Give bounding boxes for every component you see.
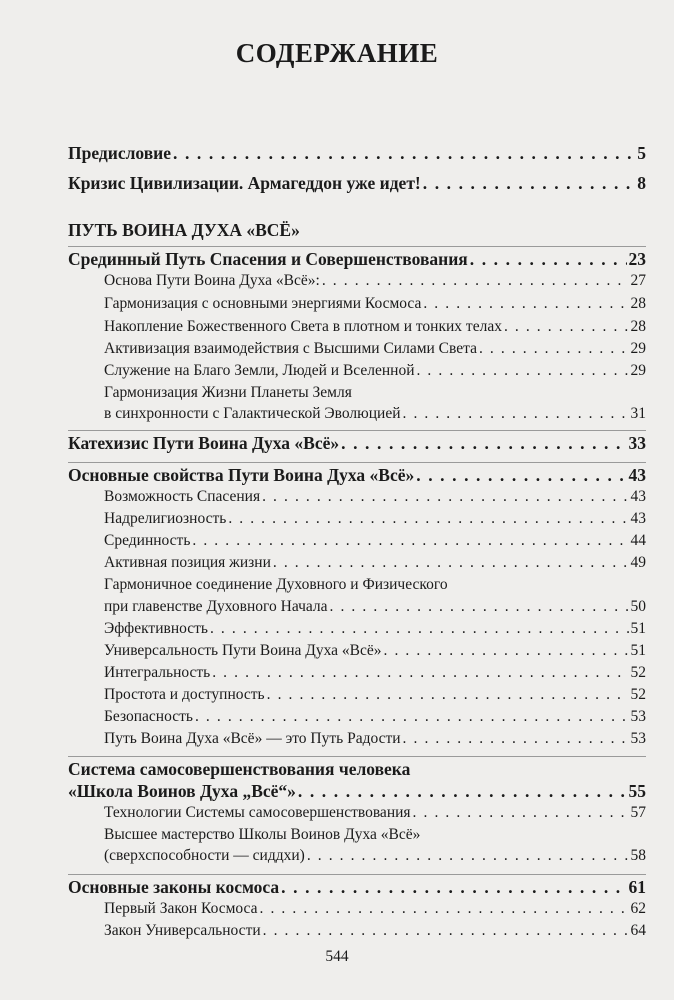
toc-leader-dots <box>267 686 629 704</box>
toc-entry-title: Безопасность <box>104 708 193 725</box>
toc-entry-title: Возможность Спасения <box>104 488 261 505</box>
toc-page-number: 51 <box>630 620 646 637</box>
toc-subentry[interactable] <box>104 318 646 336</box>
toc-leader-dots <box>273 554 629 572</box>
toc-leader-dots <box>403 730 629 748</box>
toc-leader-dots <box>416 465 626 486</box>
toc-leader-dots <box>307 847 629 865</box>
toc-subentry[interactable] <box>104 686 646 704</box>
toc-entry-title: «Школа Воинов Духа „Всё“» <box>68 781 296 801</box>
toc-leader-dots <box>173 143 635 164</box>
toc-leader-dots <box>260 900 629 918</box>
divider <box>68 246 646 247</box>
toc-entry-title: Гармонизация с основными энергиями Космоса <box>104 295 422 312</box>
toc-leader-dots <box>470 249 627 270</box>
toc-leader-dots <box>423 295 628 313</box>
toc-page-number: 64 <box>630 922 646 939</box>
toc-entry-line: Система самосовершенствования человека <box>68 759 411 779</box>
toc-subentry[interactable] <box>104 642 646 660</box>
toc-leader-dots <box>403 405 629 423</box>
toc-leader-dots <box>262 488 628 506</box>
toc-entry-title: Срединность <box>104 532 191 549</box>
toc-subentry[interactable] <box>104 900 646 918</box>
toc-page-number: 61 <box>628 877 646 897</box>
page-title: СОДЕРЖАНИЕ <box>235 38 439 68</box>
toc-entry-crisis[interactable] <box>68 173 646 194</box>
toc-entry-title: Закон Универсальности <box>104 922 261 939</box>
toc-page-number: 53 <box>630 708 646 725</box>
toc-subentry-line: Гармонизация Жизни Планеты Земля <box>104 384 352 401</box>
toc-page-number: 43 <box>630 510 646 527</box>
toc-page-number: 49 <box>630 554 646 571</box>
toc-page-number: 27 <box>630 272 646 289</box>
toc-subentry[interactable] <box>104 488 646 506</box>
toc-entry-title: Эффективность <box>104 620 208 637</box>
toc-entry-title: Универсальность Пути Воина Духа «Всё» <box>104 642 382 659</box>
toc-page-number: 52 <box>630 686 646 703</box>
divider <box>68 430 646 431</box>
toc-entry-school[interactable] <box>68 781 646 802</box>
toc-entry-catechism[interactable] <box>68 433 646 454</box>
toc-page-number: 51 <box>630 642 646 659</box>
toc-page-number: 52 <box>630 664 646 681</box>
toc-subentry[interactable] <box>104 847 646 865</box>
toc-leader-dots <box>416 362 628 380</box>
toc-page-number: 5 <box>637 143 646 163</box>
toc-leader-dots <box>281 877 626 898</box>
toc-subentry[interactable] <box>104 340 646 358</box>
toc-subentry[interactable] <box>104 295 646 313</box>
toc-page-number: 53 <box>630 730 646 747</box>
toc-entry-title: Первый Закон Космоса <box>104 900 258 917</box>
toc-entry-middle-path[interactable] <box>68 249 646 270</box>
toc-page-number: 50 <box>630 598 646 615</box>
toc-leader-dots <box>322 272 629 290</box>
toc-subentry[interactable] <box>104 510 646 528</box>
toc-page-number: 44 <box>630 532 646 549</box>
toc-entry-title: Простота и доступность <box>104 686 265 703</box>
toc-entry-title: Активная позиция жизни <box>104 554 271 571</box>
toc-subentry[interactable] <box>104 362 646 380</box>
toc-subentry[interactable] <box>104 922 646 940</box>
toc-leader-dots <box>192 532 628 550</box>
toc-entry-title: Основные законы космоса <box>68 877 280 897</box>
toc-page-number: 43 <box>630 488 646 505</box>
divider <box>68 756 646 757</box>
toc-subentry[interactable] <box>104 554 646 572</box>
toc-page-number: 31 <box>630 405 646 422</box>
toc-entry-title: Интегральность <box>104 664 211 681</box>
toc-leader-dots <box>384 642 629 660</box>
toc-page-number: 58 <box>630 847 646 864</box>
toc-leader-dots <box>504 318 629 336</box>
toc-page-number: 33 <box>628 433 646 453</box>
toc-leader-dots <box>330 598 629 616</box>
toc-page-number: 29 <box>630 362 646 379</box>
toc-leader-dots <box>195 708 629 726</box>
toc-leader-dots <box>413 804 629 822</box>
toc-subentry[interactable] <box>104 620 646 638</box>
toc-subentry-line: Высшее мастерство Школы Воинов Духа «Всё» <box>104 826 421 843</box>
toc-entry-properties[interactable] <box>68 465 646 486</box>
toc-entry-preface[interactable] <box>68 143 646 164</box>
toc-leader-dots <box>263 922 629 940</box>
toc-page-number: 28 <box>630 295 646 312</box>
toc-subentry[interactable] <box>104 405 646 423</box>
toc-entry-title: Предисловие <box>68 143 172 163</box>
toc-page-number: 28 <box>630 318 646 335</box>
divider <box>68 874 646 875</box>
toc-entry-title: Надрелигиозность <box>104 510 227 527</box>
toc-entry-title: при главенстве Духовного Начала <box>104 598 328 615</box>
toc-entry-title: Накопление Божественного Света в плотном и тонких телах <box>104 318 502 335</box>
toc-entry-title: Катехизис Пути Воина Духа «Всё» <box>68 433 340 453</box>
toc-subentry[interactable] <box>104 804 646 822</box>
toc-entry-title: Активизация взаимодействия с Высшими Силами Света <box>104 340 477 357</box>
toc-subentry[interactable] <box>104 730 646 748</box>
toc-subentry[interactable] <box>104 708 646 726</box>
toc-entry-laws[interactable] <box>68 877 646 898</box>
toc-entry-title: Срединный Путь Спасения и Совершенствования <box>68 249 468 269</box>
toc-leader-dots <box>423 173 636 194</box>
toc-subentry[interactable] <box>104 598 646 616</box>
page-number: 544 <box>325 948 349 965</box>
toc-entry-title: Основные свойства Пути Воина Духа «Всё» <box>68 465 415 485</box>
toc-subentry[interactable] <box>104 272 646 290</box>
toc-entry-title: Кризис Цивилизации. Армагеддон уже идет! <box>68 173 421 193</box>
toc-entry-title: в синхронности с Галактической Эволюцией <box>104 405 401 422</box>
toc-subentry[interactable] <box>104 664 646 682</box>
toc-entry-title: (сверхспособности — сиддхи) <box>104 847 305 864</box>
toc-page-number: 23 <box>628 249 646 269</box>
toc-page-number: 55 <box>628 781 646 801</box>
toc-page-number: 29 <box>630 340 646 357</box>
toc-page-number: 8 <box>637 173 646 193</box>
section-heading: ПУТЬ ВОИНА ДУХА «ВСЁ» <box>68 220 300 240</box>
toc-leader-dots <box>479 340 629 358</box>
toc-leader-dots <box>298 781 627 802</box>
toc-leader-dots <box>341 433 626 454</box>
divider <box>68 462 646 463</box>
toc-leader-dots <box>212 664 628 682</box>
toc-subentry[interactable] <box>104 532 646 550</box>
toc-entry-title: Служение на Благо Земли, Людей и Вселенной <box>104 362 415 379</box>
toc-subentry-line: Гармоничное соединение Духовного и Физического <box>104 576 448 593</box>
toc-leader-dots <box>228 510 628 528</box>
toc-page-number: 62 <box>630 900 646 917</box>
toc-entry-title: Технологии Системы самосовершенствования <box>104 804 411 821</box>
toc-leader-dots <box>210 620 629 638</box>
toc-page-number: 57 <box>630 804 646 821</box>
toc-entry-title: Путь Воина Духа «Всё» — это Путь Радости <box>104 730 401 747</box>
toc-page-number: 43 <box>628 465 646 485</box>
toc-entry-title: Основа Пути Воина Духа «Всё»: <box>104 272 320 289</box>
